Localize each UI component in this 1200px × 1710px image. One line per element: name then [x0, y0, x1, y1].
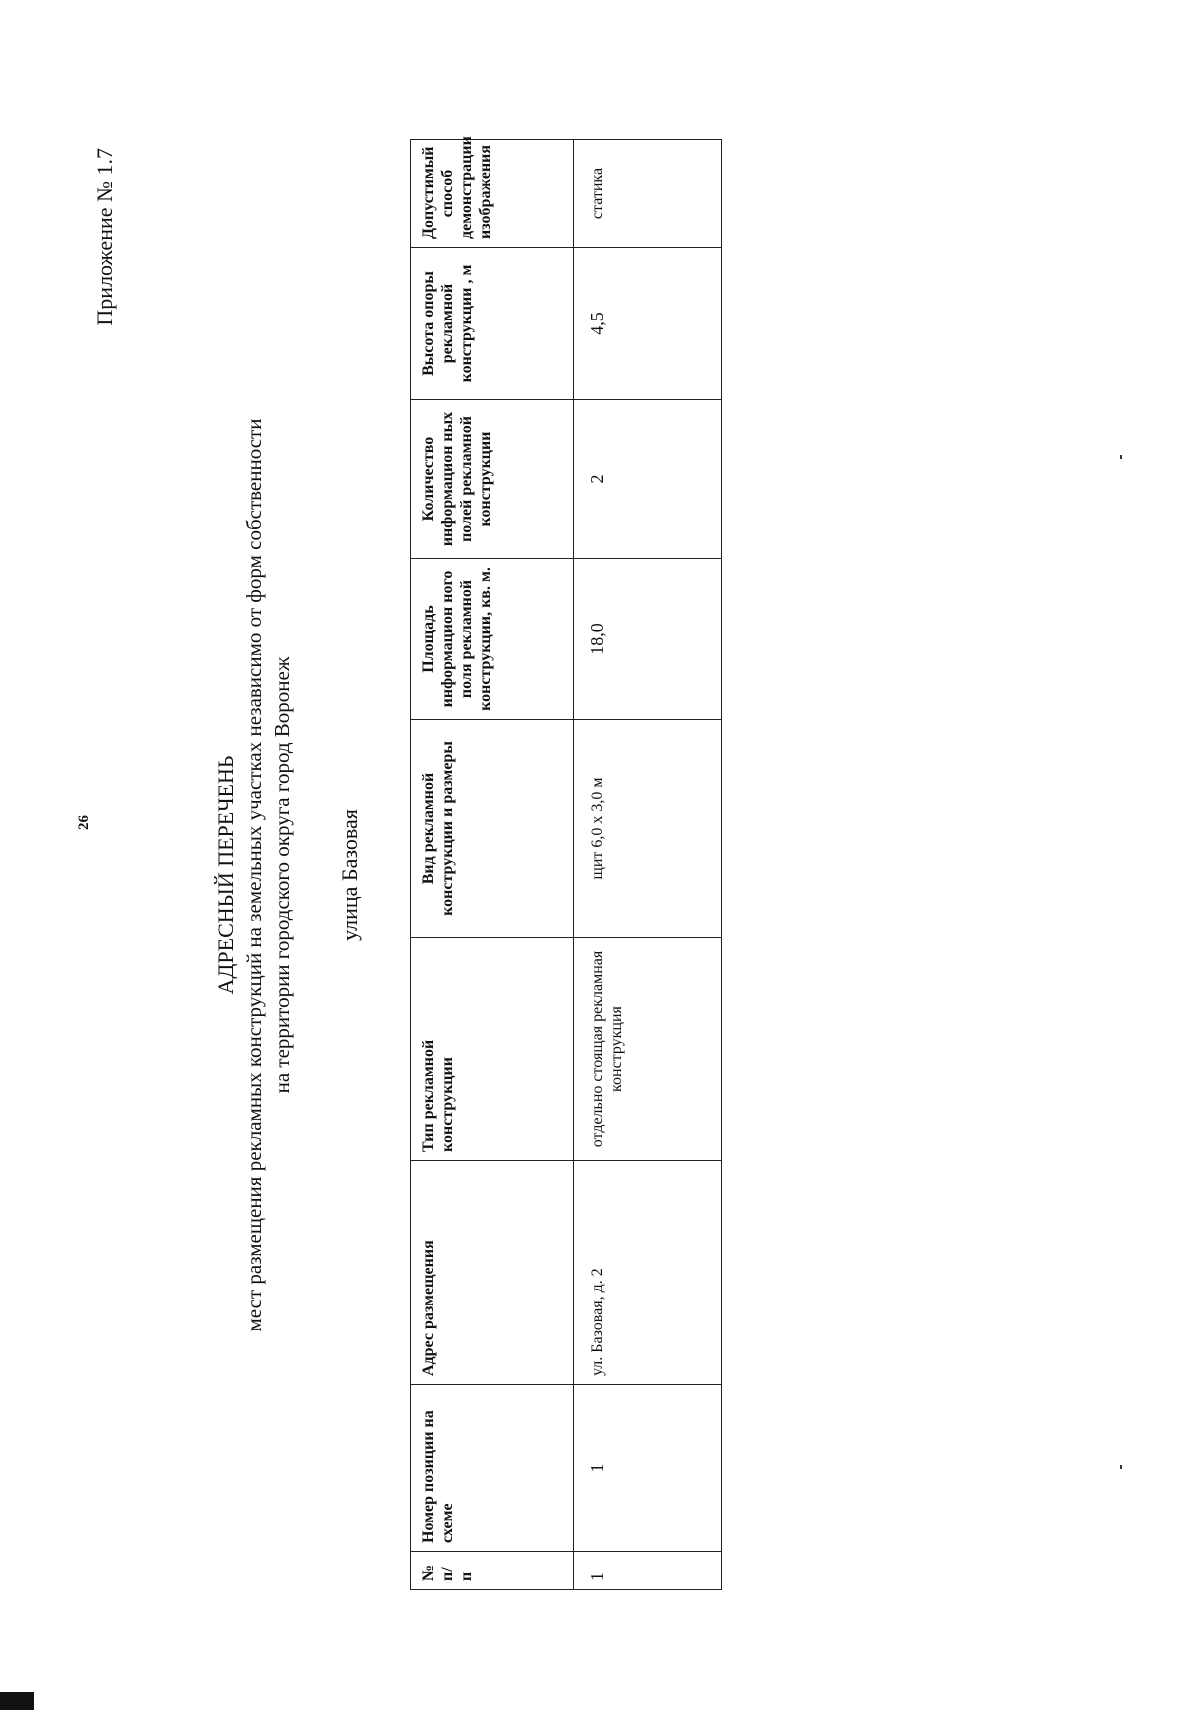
appendix-label: Приложение № 1.7 [92, 148, 117, 326]
header-cell-number: № п/п [411, 1552, 574, 1590]
document-subtitle-line-2: на территории городского округа город Воронеж [270, 656, 294, 1094]
cell-address: ул. Базовая, д. 2 [574, 1161, 722, 1385]
cell-height: 4,5 [574, 248, 722, 400]
cell-fields-count: 2 [574, 400, 722, 559]
header-cell-area: Площадь информацион ного поля рекламной конструкции, кв. м. [411, 559, 574, 720]
cell-number: 1 [574, 1552, 722, 1590]
cell-type: отдельно стоящая рекламная конструкция [574, 938, 722, 1161]
placement-table [410, 136, 722, 1590]
cell-display-method: статика [574, 140, 722, 248]
scan-dot-mark [1120, 1465, 1122, 1469]
cell-area: 18,0 [574, 559, 722, 720]
document-heading [212, 325, 296, 1425]
cell-position: 1 [574, 1385, 722, 1552]
header-cell-address: Адрес размещения [411, 1161, 574, 1385]
document-subtitle-line-1: мест размещения рекламных конструкций на земельных участках независимо от форм собственности [242, 418, 266, 1332]
header-cell-display-method: Допустимый способ демонстрации изображения [411, 140, 574, 248]
document-title: АДРЕСНЫЙ ПЕРЕЧЕНЬ [213, 755, 238, 995]
table-row [574, 140, 722, 1590]
header-cell-position: Номер позиции на схеме [411, 1385, 574, 1552]
cell-kind-size: щит 6,0 х 3,0 м [574, 720, 722, 938]
scan-corner-mark [0, 1692, 34, 1710]
street-title: улица Базовая [337, 809, 362, 941]
header-cell-type: Тип рекламной конструкции [411, 938, 574, 1161]
header-cell-kind-size: Вид рекламной конструкции и размеры [411, 720, 574, 938]
table-header-row [411, 140, 574, 1590]
scan-dot-mark [1120, 455, 1122, 459]
page-number: 26 [76, 815, 92, 830]
header-cell-height: Высота опоры рекламной конструкции , м [411, 248, 574, 400]
header-cell-fields-count: Количество информацион ных полей рекламной конструкции [411, 400, 574, 559]
